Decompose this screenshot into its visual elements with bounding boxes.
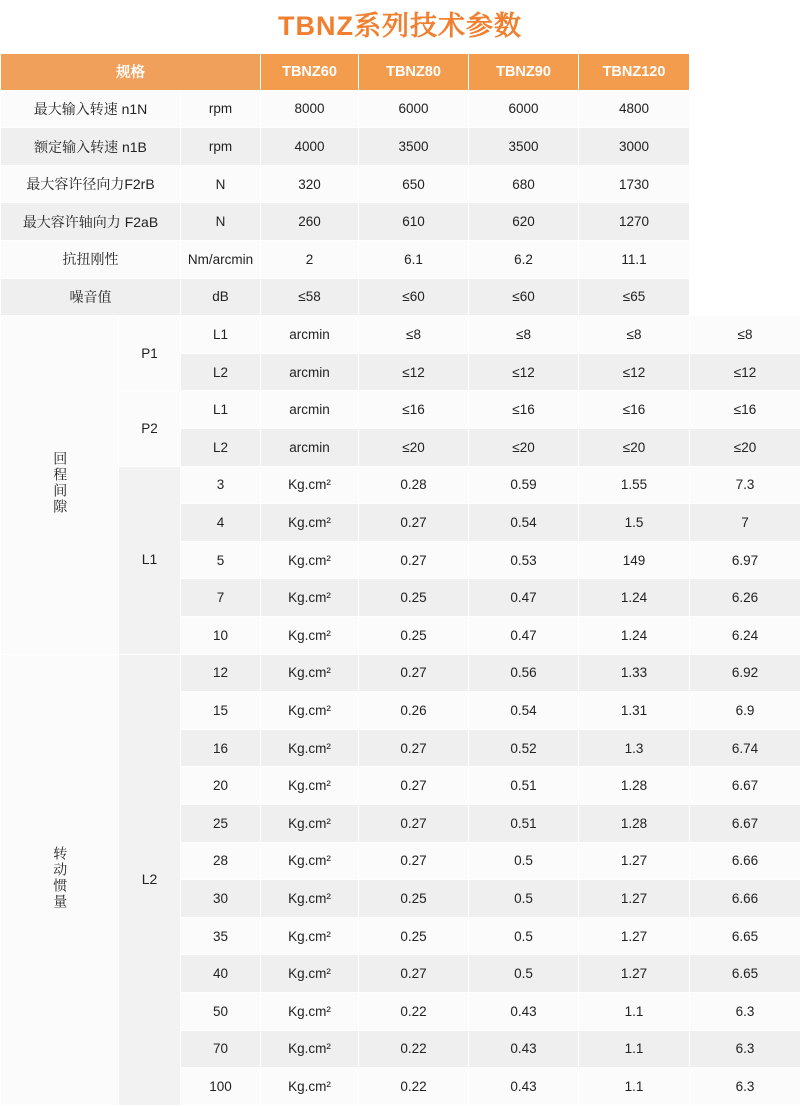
specifications-table [0, 53, 800, 1106]
row-unit: Kg.cm² [261, 541, 359, 579]
row-value: 0.27 [359, 654, 469, 692]
row-unit: Kg.cm² [261, 1068, 359, 1106]
row-value: 0.26 [359, 692, 469, 730]
row-value: 1730 [579, 165, 690, 203]
row-value: 0.27 [359, 767, 469, 805]
ratio-value: 7 [181, 579, 261, 617]
row-value: 1.1 [579, 1030, 690, 1068]
row-unit: Kg.cm² [261, 617, 359, 655]
ratio-value: 10 [181, 617, 261, 655]
row-value: 0.53 [469, 541, 579, 579]
row-unit: Kg.cm² [261, 880, 359, 918]
table-row [1, 203, 800, 241]
row-unit: N [181, 203, 261, 241]
row-value: 0.25 [359, 617, 469, 655]
row-value: 6.3 [690, 1068, 800, 1106]
row-value: ≤16 [690, 391, 800, 429]
row-value: ≤20 [579, 429, 690, 467]
row-value: 0.52 [469, 729, 579, 767]
row-value: 6.65 [690, 955, 800, 993]
row-label: 抗扭刚性 [1, 241, 181, 279]
row-value: 6.3 [690, 1030, 800, 1068]
row-value: 0.25 [359, 579, 469, 617]
row-value: 6000 [469, 90, 579, 128]
ratio-value: 3 [181, 466, 261, 504]
row-label: 额定输入转速 n1B [1, 128, 181, 166]
row-value: 0.51 [469, 767, 579, 805]
group-label-inertia: 转动惯量 [1, 654, 119, 1105]
row-value: ≤60 [359, 278, 469, 316]
row-value: 1.5 [579, 504, 690, 542]
ratio-value: 50 [181, 992, 261, 1030]
row-value: 0.47 [469, 617, 579, 655]
header-spec-label: 规格 [1, 53, 261, 90]
row-value: ≤12 [359, 353, 469, 391]
table-header-row [1, 53, 800, 90]
ratio-value: 15 [181, 692, 261, 730]
backlash-precision-p2: P2 [119, 391, 181, 466]
row-unit: Kg.cm² [261, 579, 359, 617]
row-value: 1.1 [579, 992, 690, 1030]
ratio-value: 5 [181, 541, 261, 579]
row-value: 610 [359, 203, 469, 241]
row-value: 0.22 [359, 1030, 469, 1068]
ratio-value: 12 [181, 654, 261, 692]
row-value: 0.25 [359, 880, 469, 918]
row-value: ≤16 [579, 391, 690, 429]
row-unit: Kg.cm² [261, 917, 359, 955]
row-value: 2 [261, 241, 359, 279]
ratio-value: 100 [181, 1068, 261, 1106]
row-unit: Kg.cm² [261, 1030, 359, 1068]
row-value: 0.5 [469, 917, 579, 955]
row-value: 3500 [359, 128, 469, 166]
row-label: 最大输入转速 n1N [1, 90, 181, 128]
row-value: 6.66 [690, 880, 800, 918]
row-value: 0.59 [469, 466, 579, 504]
row-label: 最大容许径向力F2rB [1, 165, 181, 203]
row-value: 6.3 [690, 992, 800, 1030]
ratio-value: 28 [181, 842, 261, 880]
row-unit: Kg.cm² [261, 955, 359, 993]
ratio-value: 16 [181, 729, 261, 767]
table-row [1, 278, 800, 316]
row-unit: Kg.cm² [261, 692, 359, 730]
row-value: 0.27 [359, 504, 469, 542]
table-row [1, 316, 800, 354]
row-unit: arcmin [261, 429, 359, 467]
row-unit: rpm [181, 128, 261, 166]
row-value: 1270 [579, 203, 690, 241]
row-value: 0.54 [469, 504, 579, 542]
row-value: 0.43 [469, 992, 579, 1030]
row-value: 7 [690, 504, 800, 542]
row-value: 1.27 [579, 842, 690, 880]
row-value: 0.43 [469, 1068, 579, 1106]
row-unit: Kg.cm² [261, 992, 359, 1030]
table-row [1, 654, 800, 692]
row-value: 7.3 [690, 466, 800, 504]
row-unit: Kg.cm² [261, 729, 359, 767]
header-model-1: TBNZ60 [261, 53, 359, 90]
row-value: 260 [261, 203, 359, 241]
table-row [1, 90, 800, 128]
inertia-stage-l2: L2 [119, 654, 181, 1105]
row-value: 0.27 [359, 541, 469, 579]
row-value: 6.67 [690, 767, 800, 805]
row-value: 650 [359, 165, 469, 203]
group-label-backlash: 回程间隙 [1, 316, 119, 654]
row-value: 0.54 [469, 692, 579, 730]
row-value: 8000 [261, 90, 359, 128]
row-value: 0.5 [469, 880, 579, 918]
row-value: 0.43 [469, 1030, 579, 1068]
row-unit: Kg.cm² [261, 767, 359, 805]
row-unit: arcmin [261, 391, 359, 429]
header-model-3: TBNZ90 [469, 53, 579, 90]
backlash-stage: L1 [181, 316, 261, 354]
table-row [1, 241, 800, 279]
row-value: 0.28 [359, 466, 469, 504]
row-value: 680 [469, 165, 579, 203]
row-unit: Kg.cm² [261, 466, 359, 504]
row-value: 6.26 [690, 579, 800, 617]
table-row [1, 391, 800, 429]
row-unit: arcmin [261, 316, 359, 354]
row-value: 6.92 [690, 654, 800, 692]
row-value: 6.1 [359, 241, 469, 279]
table-row [1, 466, 800, 504]
row-value: 1.31 [579, 692, 690, 730]
row-value: ≤60 [469, 278, 579, 316]
row-value: 0.27 [359, 955, 469, 993]
row-value: 1.28 [579, 804, 690, 842]
row-value: 1.55 [579, 466, 690, 504]
ratio-value: 70 [181, 1030, 261, 1068]
backlash-stage: L2 [181, 353, 261, 391]
row-value: 0.25 [359, 917, 469, 955]
row-value: 6.74 [690, 729, 800, 767]
row-unit: rpm [181, 90, 261, 128]
row-value: 4800 [579, 90, 690, 128]
row-value: 11.1 [579, 241, 690, 279]
row-value: 6.66 [690, 842, 800, 880]
row-value: 0.27 [359, 804, 469, 842]
row-value: 0.27 [359, 729, 469, 767]
row-value: 3000 [579, 128, 690, 166]
row-value: 1.28 [579, 767, 690, 805]
row-value: 1.27 [579, 917, 690, 955]
table-row [1, 165, 800, 203]
row-value: 1.27 [579, 880, 690, 918]
row-value: 0.5 [469, 842, 579, 880]
ratio-value: 20 [181, 767, 261, 805]
row-unit: Kg.cm² [261, 804, 359, 842]
inertia-stage-l1: L1 [119, 466, 181, 654]
row-label: 最大容许轴向力 F2aB [1, 203, 181, 241]
row-value: 1.33 [579, 654, 690, 692]
row-value: 1.1 [579, 1068, 690, 1106]
row-value: 1.3 [579, 729, 690, 767]
row-value: ≤20 [690, 429, 800, 467]
header-model-2: TBNZ80 [359, 53, 469, 90]
row-value: ≤8 [690, 316, 800, 354]
row-value: 0.47 [469, 579, 579, 617]
row-value: ≤12 [690, 353, 800, 391]
row-value: ≤12 [469, 353, 579, 391]
backlash-precision-p1: P1 [119, 316, 181, 391]
row-value: ≤20 [359, 429, 469, 467]
row-value: 6.9 [690, 692, 800, 730]
ratio-value: 4 [181, 504, 261, 542]
ratio-value: 40 [181, 955, 261, 993]
row-value: 1.27 [579, 955, 690, 993]
row-value: ≤16 [359, 391, 469, 429]
ratio-value: 30 [181, 880, 261, 918]
row-value: 320 [261, 165, 359, 203]
row-value: 0.56 [469, 654, 579, 692]
row-value: 1.24 [579, 579, 690, 617]
row-unit: dB [181, 278, 261, 316]
row-value: ≤8 [469, 316, 579, 354]
row-value: 6.97 [690, 541, 800, 579]
ratio-value: 25 [181, 804, 261, 842]
row-value: 4000 [261, 128, 359, 166]
row-value: 6.2 [469, 241, 579, 279]
row-value: ≤16 [469, 391, 579, 429]
table-row [1, 128, 800, 166]
row-value: ≤20 [469, 429, 579, 467]
row-value: 6.67 [690, 804, 800, 842]
row-value: 620 [469, 203, 579, 241]
row-value: 3500 [469, 128, 579, 166]
backlash-stage: L2 [181, 429, 261, 467]
row-value: 6000 [359, 90, 469, 128]
row-value: ≤58 [261, 278, 359, 316]
row-value: ≤12 [579, 353, 690, 391]
row-value: 6.24 [690, 617, 800, 655]
row-value: 0.22 [359, 992, 469, 1030]
row-value: 6.65 [690, 917, 800, 955]
row-value: 149 [579, 541, 690, 579]
row-value: 0.5 [469, 955, 579, 993]
row-value: ≤8 [359, 316, 469, 354]
row-value: ≤8 [579, 316, 690, 354]
row-label: 噪音值 [1, 278, 181, 316]
header-model-4: TBNZ120 [579, 53, 690, 90]
row-value: 0.22 [359, 1068, 469, 1106]
row-value: 0.51 [469, 804, 579, 842]
row-unit: Kg.cm² [261, 842, 359, 880]
row-value: ≤65 [579, 278, 690, 316]
row-value: 1.24 [579, 617, 690, 655]
page-title: TBNZ系列技术参数 [0, 0, 800, 53]
row-unit: arcmin [261, 353, 359, 391]
row-unit: Kg.cm² [261, 654, 359, 692]
row-value: 0.27 [359, 842, 469, 880]
ratio-value: 35 [181, 917, 261, 955]
row-unit: Nm/arcmin [181, 241, 261, 279]
backlash-stage: L1 [181, 391, 261, 429]
row-unit: N [181, 165, 261, 203]
row-unit: Kg.cm² [261, 504, 359, 542]
